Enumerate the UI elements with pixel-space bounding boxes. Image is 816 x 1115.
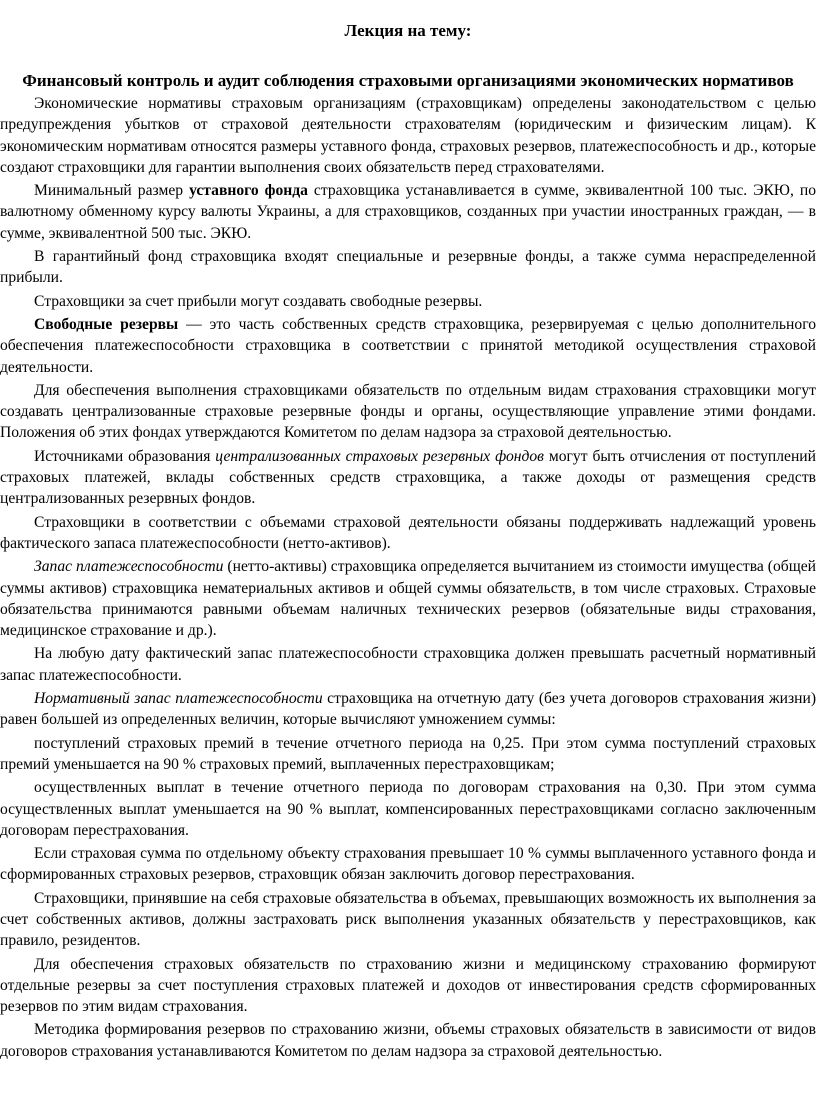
paragraph <box>0 843 816 886</box>
paragraph-text: страховщика устанавливается в сумме, эквивалентной 100 тыс. ЭКЮ, по валютному обменному курсу валюты Украины, а для страховщиков, созданных при участии иностранных граждан, — в сумме, эквивалентной 500 тыс. ЭКЮ. <box>0 182 816 242</box>
paragraph-text: В гарантийный фонд страховщика входят специальные и резервные фонды, а также сумма нераспределенной прибыли. <box>0 248 816 287</box>
bold-term: Свободные резервы <box>34 315 179 333</box>
paragraph <box>0 643 816 686</box>
paragraph-text: Методика формирования резервов по страхованию жизни, объемы страховых обязательств в зависимости от видов договоров страхования устанавливаются Комитетом по делам надзора за страховой деятельностью. <box>0 1021 816 1060</box>
document-body <box>0 93 816 1062</box>
paragraph-text: (нетто-активы) страховщика определяется вычитанием из стоимости имущества (общей суммы активов) страховщика нематериальных активов и общей суммы обязательств, в том числе страховых. Страховые обязательства принимаются равными объемам наличных технических резервов (обязательные виды страхования, медицинское страхование и др.). <box>0 558 816 640</box>
italic-term: Запас платежеспособности <box>34 558 224 576</box>
paragraph-text: поступлений страховых премий в течение отчетного периода на 0,25. При этом сумма поступлений страховых премий уменьшается на 90 % страховых премий, выплаченных перестраховщикам; <box>0 734 816 773</box>
paragraph <box>0 380 816 444</box>
paragraph <box>0 291 816 312</box>
italic-term: Нормативный запас платежеспособности <box>34 690 323 708</box>
lecture-label: Лекция на тему: <box>344 21 472 40</box>
paragraph <box>0 556 816 641</box>
paragraph-text: На любую дату фактический запас платежеспособности страховщика должен превышать расчетный нормативный запас платежеспособности. <box>0 645 816 684</box>
paragraph-text: Источниками образования <box>34 447 216 465</box>
paragraph <box>0 446 816 510</box>
document-title: Финансовый контроль и аудит соблюдения страховыми организациями экономических нормативов <box>22 71 794 90</box>
paragraph-text: Если страховая сумма по отдельному объекту страхования превышает 10 % суммы выплаченного уставного фонда и сформированных страховых резервов, страховщик обязан заключить договор перестрахования. <box>0 845 816 884</box>
paragraph-text: осуществленных выплат в течение отчетного периода по договорам страхования на 0,30. При этом сумма осуществленных выплат уменьшается на 90 % выплат, компенсированных перестраховщиками согласно заключенным договорам перестрахования. <box>0 779 816 839</box>
paragraph <box>0 246 816 289</box>
paragraph <box>0 888 816 952</box>
paragraph-text: Минимальный размер <box>34 182 190 200</box>
paragraph-text: Страховщики в соответствии с объемами страховой деятельности обязаны поддерживать надлежащий уровень фактического запаса платежеспособности (нетто-активов). <box>0 513 816 552</box>
paragraph-text: Страховщики за счет прибыли могут создавать свободные резервы. <box>34 292 483 310</box>
italic-term: централизованных страховых резервных фондов <box>215 447 544 465</box>
paragraph <box>0 512 816 555</box>
paragraph-text: могут быть отчисления от поступлений страховых платежей, вклады собственных средств страховщика, а также доходы от размещения средств централизованных резервных фондов. <box>0 447 816 508</box>
paragraph <box>0 314 816 378</box>
paragraph-text: Для обеспечения страховых обязательств по страхованию жизни и медицинскому страхованию формируют отдельные резервы за счет поступления страховых платежей и доходов от инвестирования средств сформированных резервов по этим видам страхования. <box>0 955 816 1016</box>
paragraph-text: — это часть собственных средств страховщика, резервируемая с целью дополнительного обеспечения платежеспособности страховщика в соответствии с принятой методикой осуществления страховой деятельности. <box>0 315 816 376</box>
paragraph-text: Страховщики, принявшие на себя страховые обязательства в объемах, превышающих возможность их выполнения за счет собственных активов, должны застраховать риск выполнения указанных обязательств у перестраховщиков, как правило, резидентов. <box>0 889 816 950</box>
paragraph-text: Для обеспечения выполнения страховщиками обязательств по отдельным видам страхования страховщики могут создавать централизованные страховые резервные фонды и органы, осуществляющие управление этими фондами. Положения об этих фондах утверждаются Комитетом по делам надзора за страховой деятельностью. <box>0 381 816 442</box>
paragraph-text: Экономические нормативы страховым организациям (страховщикам) определены законодательством с целью предупреждения убытков от страховой деятельности страхователям (юридическим и физическим лицам). К экономическим нормативам относятся размеры уставного фонда, страховых резервов, платежеспособность и др., которые создают страховщики для гарантии выполнения своих обязательств перед страхователями. <box>0 95 816 176</box>
paragraph <box>0 733 816 776</box>
bold-term: уставного фонда <box>189 182 308 200</box>
paragraph <box>0 688 816 731</box>
paragraph <box>0 93 816 178</box>
paragraph <box>0 180 816 244</box>
paragraph-text: страховщика на отчетную дату (без учета договоров страхования жизни) равен большей из определенных величин, которые вычисляют умножением суммы: <box>0 690 816 729</box>
paragraph <box>0 777 816 841</box>
paragraph <box>0 954 816 1018</box>
paragraph <box>0 1019 816 1062</box>
